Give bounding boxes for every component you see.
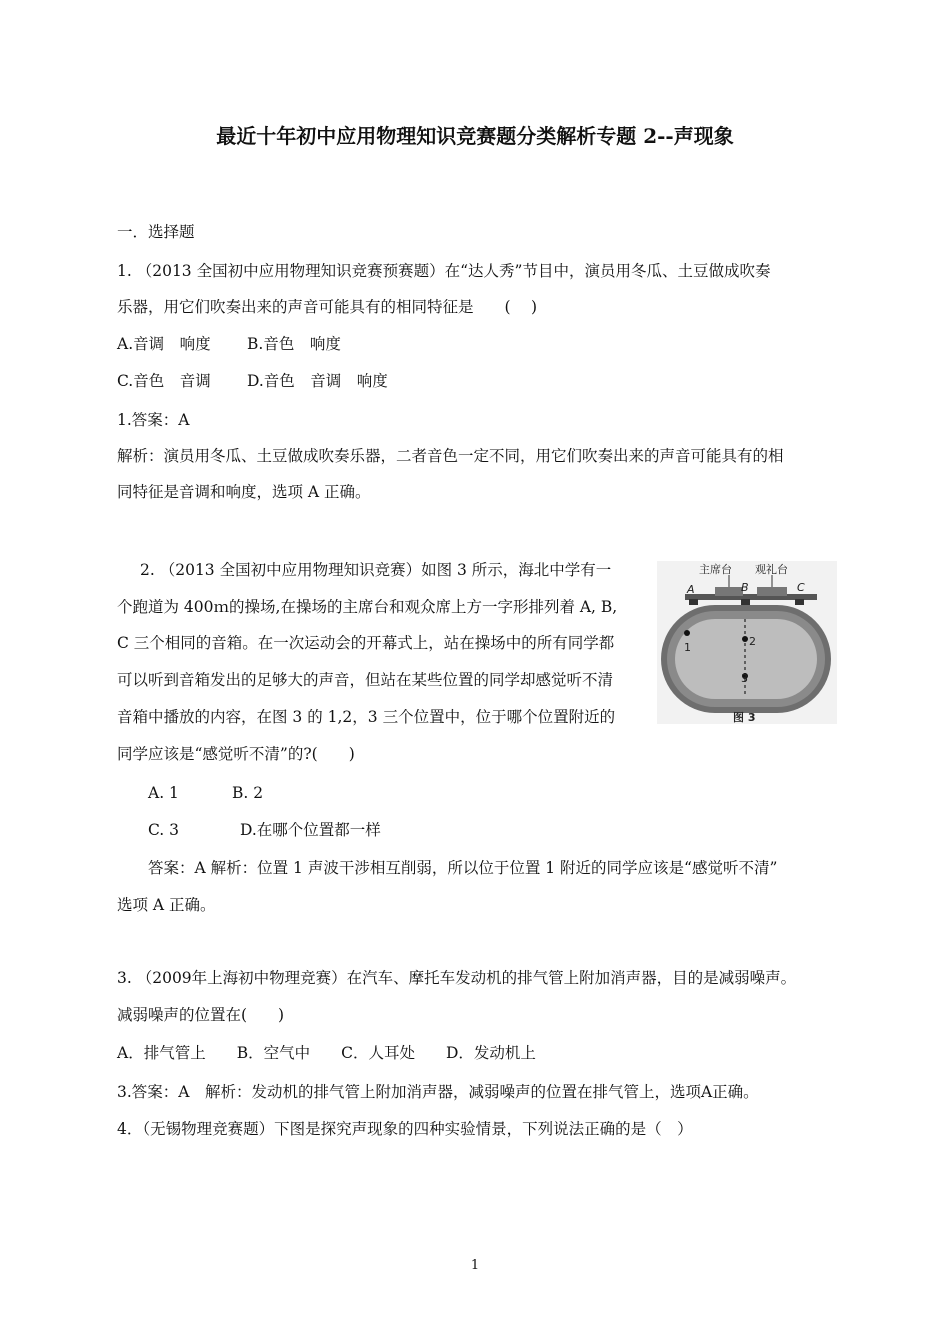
q2-options-row1 <box>148 783 263 803</box>
q1-option-a: A.音调 响度 <box>117 335 211 353</box>
label-c: C <box>797 581 805 594</box>
q3-stem-line2: 减弱噪声的位置在( ) <box>117 1006 285 1024</box>
position-2-dot <box>742 636 748 642</box>
section-heading: 一．选择题 <box>117 223 195 241</box>
speaker-b <box>741 599 750 605</box>
q2-stem-line2: 个跑道为 400ｍ的操场,在操场的主席台和观众席上方一字形排列着 A, B, <box>117 598 618 616</box>
q1-options-row2 <box>117 371 388 391</box>
q2-stem-line6: 同学应该是“感觉听不清”的?( ) <box>117 745 355 763</box>
q3-options: A．排气管上 B．空气中 C．人耳处 D．发动机上 <box>117 1044 536 1062</box>
label-viewing-stand: 观礼台 <box>755 563 788 576</box>
label-1: 1 <box>684 641 691 654</box>
figure-caption: 图 3 <box>733 711 756 724</box>
q2-stem-line5: 音箱中播放的内容，在图 3 的 1,2，3 三个位置中，位于哪个位置附近的 <box>117 708 616 726</box>
q3-answer: 3.答案：A 解析：发动机的排气管上附加消声器，减弱噪声的位置在排气管上，选项A正确。 <box>117 1083 759 1101</box>
label-b: B <box>741 581 749 594</box>
q1-option-c: C.音色 音调 <box>117 372 211 390</box>
q3-stem-line1: 3. （2009年上海初中物理竞赛）在汽车、摩托车发动机的排气管上附加消声器，目的是减弱噪声。 <box>117 969 797 987</box>
q2-answer-line1: 答案：A 解析：位置 1 声波干涉相互削弱，所以位于位置 1 附近的同学应该是“感觉听不清” <box>148 859 778 877</box>
page-number: 1 <box>470 1258 480 1273</box>
q2-option-d: D.在哪个位置都一样 <box>240 821 381 839</box>
q2-options-row2 <box>148 820 381 840</box>
q2-figure <box>657 561 837 724</box>
q2-option-c: C. 3 <box>148 821 180 839</box>
q2-stem-line3: C 三个相同的音箱。在一次运动会的开幕式上，站在操场中的所有同学都 <box>117 634 615 652</box>
q2-option-a: A. 1 <box>148 784 179 802</box>
q2-stem-line4: 可以听到音箱发出的足够大的声音，但站在某些位置的同学却感觉听不清 <box>117 671 614 689</box>
q1-analysis-line2: 同特征是音调和响度，选项 A 正确。 <box>117 483 371 501</box>
q2-stem-line1: 2. （2013 全国初中应用物理知识竞赛）如图 3 所示，海北中学有一 <box>140 561 612 579</box>
label-3: 3 <box>741 672 748 685</box>
document-title: 最近十年初中应用物理知识竞赛题分类解析专题 2--声现象 <box>216 124 734 148</box>
q1-analysis-line1: 解析：演员用冬瓜、土豆做成吹奏乐器，二者音色一定不同，用它们吹奏出来的声音可能具有的相 <box>117 447 784 465</box>
position-1-dot <box>684 630 690 636</box>
q4-stem-line1: 4．（无锡物理竞赛题）下图是探究声现象的四种实验情景，下列说法正确的是（ ） <box>117 1120 693 1138</box>
q1-stem-line1: 1. （2013 全国初中应用物理知识竞赛预赛题）在“达人秀”节目中，演员用冬瓜、土豆做成吹奏 <box>117 262 771 280</box>
label-a: A <box>687 583 695 596</box>
q1-answer: 1.答案：A <box>117 411 190 429</box>
q2-option-b: B. 2 <box>232 784 264 802</box>
label-main-stand: 主席台 <box>699 563 732 576</box>
q1-option-b: B.音色 响度 <box>247 335 341 353</box>
field <box>675 619 817 699</box>
main-stand <box>715 587 743 596</box>
q1-option-d: D.音色 音调 响度 <box>247 372 388 390</box>
q1-options-row1 <box>117 334 341 354</box>
label-2: 2 <box>749 635 756 648</box>
q1-stem-line2: 乐器，用它们吹奏出来的声音可能具有的相同特征是 ( ) <box>117 298 538 316</box>
viewing-stand <box>757 587 787 596</box>
speaker-c <box>795 599 804 605</box>
q2-answer-line2: 选项 A 正确。 <box>117 896 216 914</box>
stadium-diagram <box>657 561 837 724</box>
speaker-a <box>689 599 698 605</box>
